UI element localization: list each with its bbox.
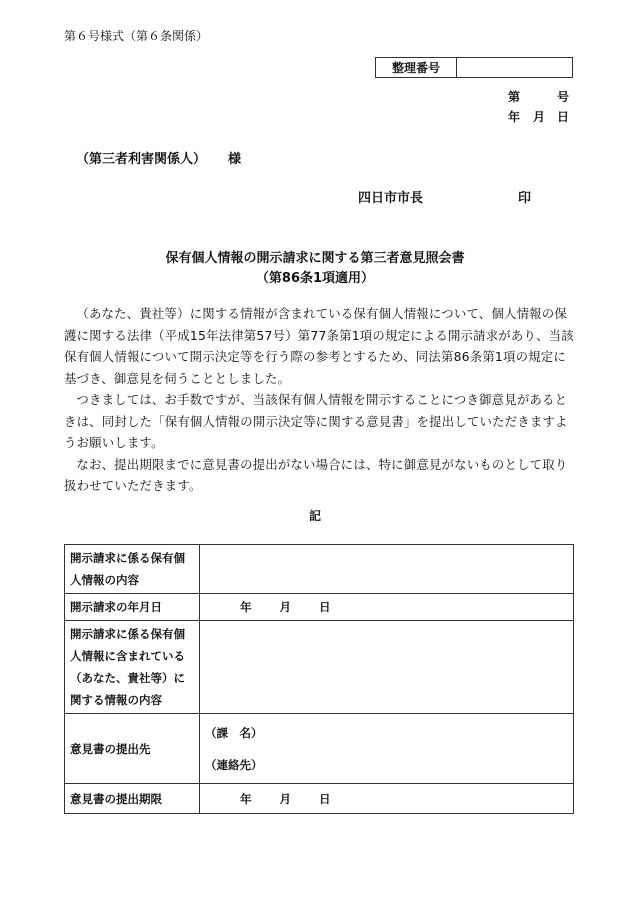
- table-row: [65, 784, 574, 814]
- deadline-year: 年: [240, 791, 252, 806]
- deadline-month: 月: [279, 791, 291, 806]
- reference-number-label: 整理番号: [376, 58, 457, 77]
- ki-heading: 記: [308, 509, 321, 523]
- sender-name: 四日市市長: [358, 191, 424, 206]
- document-title: 保有個人情報の開示請求に関する第三者意見照会書: [165, 251, 465, 266]
- row-value-request-date[interactable]: [200, 594, 574, 621]
- destination-section: （課 名）: [205, 725, 263, 740]
- request-date-month: 月: [279, 600, 291, 614]
- number-prefix: 第: [508, 90, 521, 104]
- row-value-submission-deadline[interactable]: [200, 784, 574, 814]
- destination-contact: （連絡先）: [205, 757, 263, 772]
- reference-number-field[interactable]: [457, 58, 572, 77]
- table-row: [65, 621, 574, 714]
- request-date-year: 年: [240, 600, 252, 614]
- row-label-submission-destination: 意見書の提出先: [65, 714, 200, 784]
- table-row: [65, 545, 574, 594]
- row-label-third-party-info: 開示請求に係る保有個人情報に含まれている（あなた、貴社等）に関する情報の内容: [65, 621, 200, 714]
- row-value-submission-destination[interactable]: [200, 714, 574, 784]
- table-row: [65, 594, 574, 621]
- body-text: [64, 303, 574, 497]
- reference-number-box: [375, 57, 573, 78]
- date-month: 月: [533, 110, 546, 124]
- body-paragraph-2: つきましては、お手数ですが、当該保有個人情報を開示することにつき御意見があるときは、同封した「保有個人情報の開示決定等に関する意見書」を提出していただきますようお願いします。: [64, 392, 568, 450]
- document-subtitle: （第86条1項適用）: [255, 271, 375, 286]
- deadline-day: 日: [319, 791, 331, 806]
- row-value-request-content[interactable]: [200, 545, 574, 594]
- row-label-request-date: 開示請求の年月日: [65, 594, 200, 621]
- info-table: [64, 544, 574, 814]
- row-value-third-party-info[interactable]: [200, 621, 574, 714]
- row-label-request-content: 開示請求に係る保有個人情報の内容: [65, 545, 200, 594]
- request-date-day: 日: [319, 600, 331, 614]
- number-suffix: 号: [557, 90, 570, 104]
- sender-seal: 印: [518, 191, 532, 206]
- addressee-honorific: 様: [228, 152, 242, 167]
- date-year: 年: [508, 110, 521, 124]
- addressee: [76, 148, 241, 167]
- date-day: 日: [557, 110, 570, 124]
- row-label-submission-deadline: 意見書の提出期限: [65, 784, 200, 814]
- body-paragraph-3: なお、提出期限までに意見書の提出がない場合には、特に御意見がないものとして取り扱わせていただきます。: [64, 456, 568, 493]
- form-number: 第６号様式（第６条関係）: [64, 29, 209, 43]
- table-row: [65, 714, 574, 784]
- body-paragraph-1: （あなた、貴社等）に関する情報が含まれている保有個人情報について、個人情報の保護に関する法律（平成15年法律第57号）第77条第1項の規定による開示請求があり、当該保有個人情報について開示決定等を行う際の参考とするため、同法第86条第1項の規定に基づき、御意見を伺うこととしました。: [64, 306, 574, 386]
- addressee-name: （第三者利害関係人）: [76, 152, 207, 167]
